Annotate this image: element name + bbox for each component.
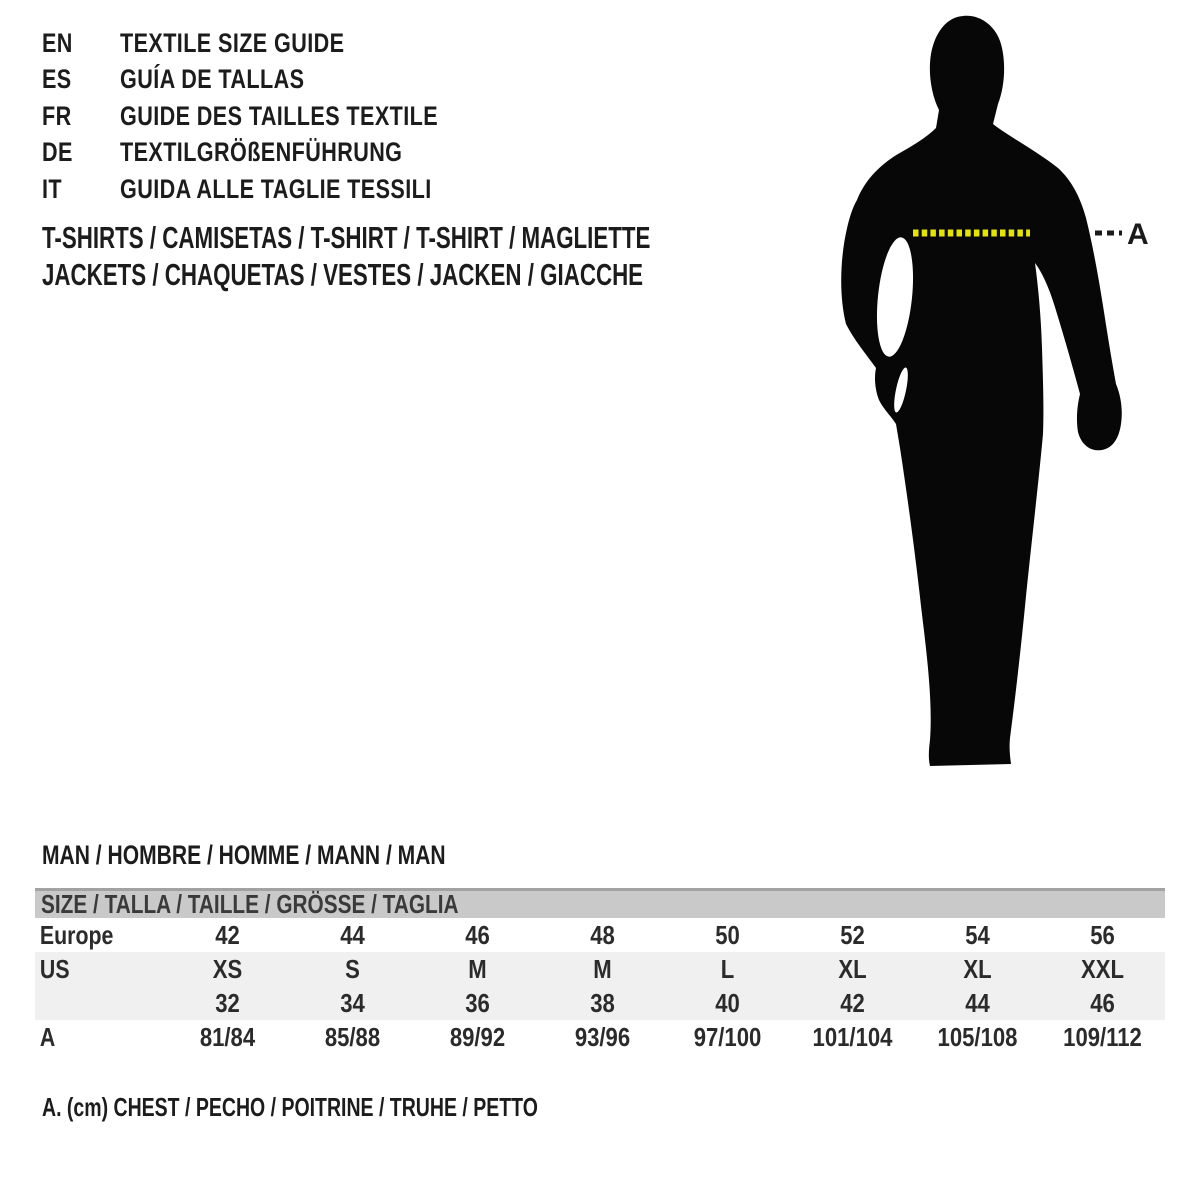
language-row-fr [42, 98, 518, 135]
table-cell: 93/96 [574, 1021, 631, 1052]
language-row-it [42, 171, 518, 208]
table-row-chest [35, 1020, 1165, 1054]
table-cell: L [720, 953, 735, 984]
table-cell: 105/108 [937, 1021, 1018, 1052]
measurement-footnote: A. (cm) CHEST / PECHO / POITRINE / TRUHE / PETTO [42, 1092, 538, 1122]
language-code: EN [42, 27, 73, 58]
man-figure [830, 0, 1200, 800]
table-cell: 101/104 [812, 1021, 893, 1052]
table-cell: 36 [465, 987, 490, 1018]
language-title: TEXTILGRÖßENFÜHRUNG [120, 137, 403, 168]
category-line-jackets: JACKETS / CHAQUETAS / VESTES / JACKEN / GIACCHE [42, 257, 644, 292]
table-cell: 54 [965, 919, 990, 950]
table-cell: 109/112 [1063, 1021, 1142, 1052]
language-code: IT [42, 173, 62, 204]
language-row-es [42, 62, 518, 99]
table-cell: 34 [340, 987, 365, 1018]
category-line-tshirts: T-SHIRTS / CAMISETAS / T-SHIRT / T-SHIRT / MAGLIETTE [42, 220, 651, 255]
language-title: GUIDA ALLE TAGLIE TESSILI [120, 173, 432, 204]
language-code: DE [42, 137, 73, 168]
table-cell: 46 [465, 919, 490, 950]
table-row-europe [35, 918, 1165, 952]
table-row-us-numeric [35, 986, 1165, 1020]
language-title: GUIDE DES TAILLES TEXTILE [120, 100, 439, 131]
table-cell: 32 [215, 987, 240, 1018]
table-cell: S [345, 953, 360, 984]
language-row-en [42, 25, 518, 62]
table-cell: 89/92 [449, 1021, 506, 1052]
language-row-de [42, 135, 518, 172]
table-cell: 44 [965, 987, 990, 1018]
table-cell: M [468, 953, 487, 984]
table-cell: 42 [840, 987, 865, 1018]
table-cell: 40 [715, 987, 740, 1018]
row-label: US [39, 953, 70, 984]
language-list [42, 25, 518, 208]
table-cell: 52 [840, 919, 865, 950]
table-cell: XL [963, 953, 992, 984]
marker-label-a: A [1127, 218, 1149, 251]
table-cell: 56 [1090, 919, 1115, 950]
row-label: A [39, 1021, 56, 1052]
language-title: TEXTILE SIZE GUIDE [120, 27, 345, 58]
language-title: GUÍA DE TALLAS [120, 64, 305, 95]
language-code: FR [42, 100, 72, 131]
table-cell: 48 [590, 919, 615, 950]
size-table [35, 888, 1165, 1054]
table-cell: 50 [715, 919, 740, 950]
table-cell: 44 [340, 919, 365, 950]
size-table-header [35, 888, 1165, 918]
table-cell: M [593, 953, 612, 984]
row-label: Europe [39, 919, 114, 950]
man-section-heading: MAN / HOMBRE / HOMME / MANN / MAN [42, 840, 446, 870]
table-cell: 97/100 [693, 1021, 762, 1052]
table-cell: XS [212, 953, 243, 984]
man-silhouette-svg [830, 0, 1200, 800]
category-list [42, 219, 887, 293]
table-row-us [35, 952, 1165, 986]
table-cell: 38 [590, 987, 615, 1018]
table-cell: 46 [1090, 987, 1115, 1018]
size-table-header-label: SIZE / TALLA / TAILLE / GRÖSSE / TAGLIA [41, 889, 459, 919]
man-silhouette [841, 16, 1122, 766]
table-cell: XL [838, 953, 867, 984]
table-cell: 42 [215, 919, 240, 950]
table-cell: 81/84 [199, 1021, 256, 1052]
language-code: ES [42, 64, 72, 95]
table-cell: 85/88 [324, 1021, 381, 1052]
table-cell: XXL [1080, 953, 1124, 984]
